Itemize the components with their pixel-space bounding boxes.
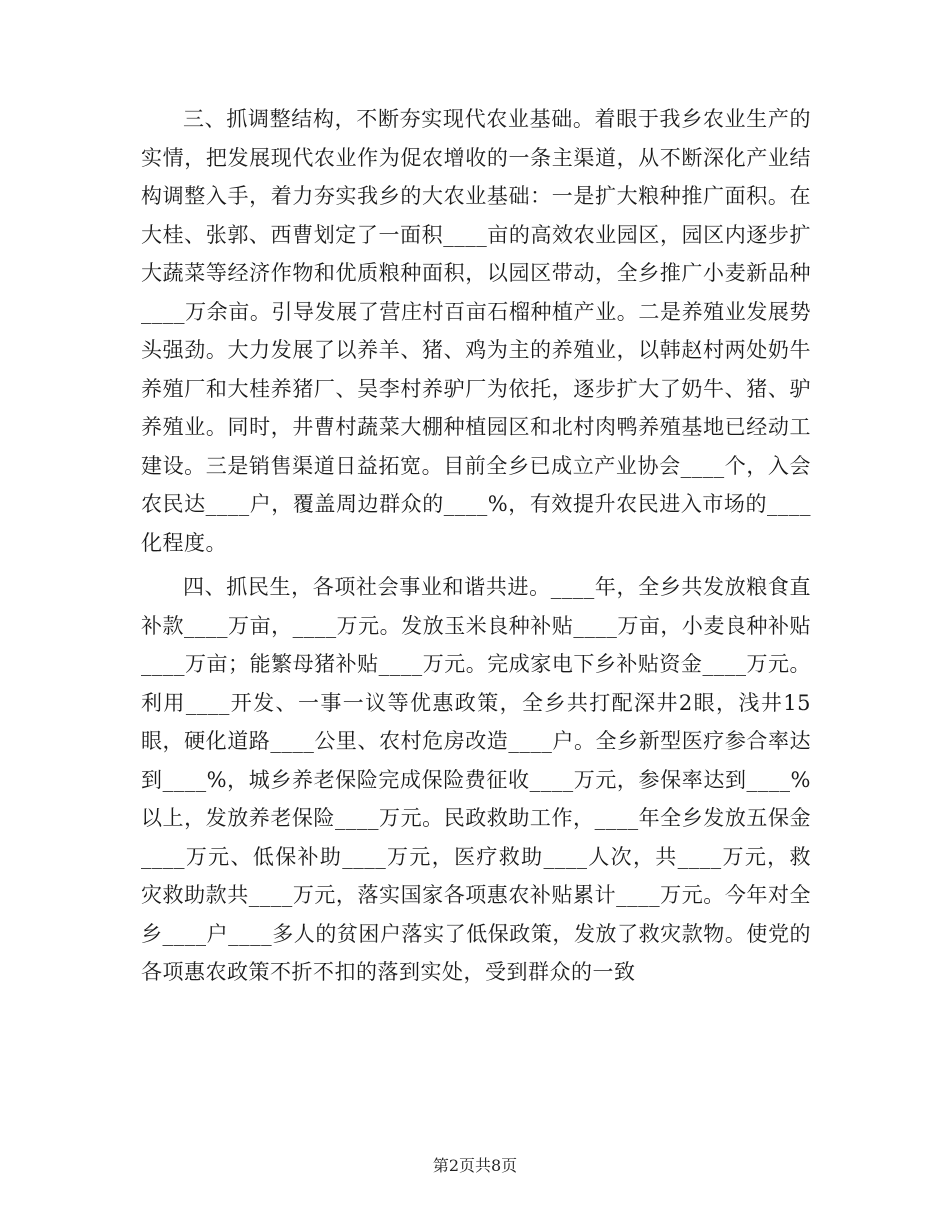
document-body [141, 100, 811, 992]
paragraph-livelihood: 四、抓民生，各项社会事业和谐共进。____年，全乡共发放粮食直补款____万亩，____万元。发放玉米良种补贴____万亩，小麦良种补贴____万亩；能繁母猪补贴____万元。完成家电下乡补贴资金____万元。利用____开发、一事一议等优惠政策，全乡共打配深井2眼，浅井15眼，硬化道路____公里、农村危房改造____户。全乡新型医疗参合率达到____%，城乡养老保险完成保险费征收____万元，参保率达到____%以上，发放养老保险____万元。民政救助工作，____年全乡发放五保金____万元、低保补助____万元，医疗救助____人次，共____万元，救灾救助款共____万元，落实国家各项惠农补贴累计____万元。今年对全乡____户____多人的贫困户落实了低保政策，发放了救灾款物。使党的各项惠农政策不折不扣的落到实处，受到群众的一致 [141, 575, 811, 984]
paragraph-agriculture-structure: 三、抓调整结构，不断夯实现代农业基础。着眼于我乡农业生产的实情，把发展现代农业作为促农增收的一条主渠道，从不断深化产业结构调整入手，着力夯实我乡的大农业基础：一是扩大粮种推广面积。在大桂、张郭、西曹划定了一面积____亩的高效农业园区，园区内逐步扩大蔬菜等经济作物和优质粮种面积，以园区带动，全乡推广小麦新品种____万余亩。引导发展了营庄村百亩石榴种植产业。二是养殖业发展势头强劲。大力发展了以养羊、猪、鸡为主的养殖业，以韩赵村两处奶牛养殖厂和大桂养猪厂、吴李村养驴厂为依托，逐步扩大了奶牛、猪、驴养殖业。同时，井曹村蔬菜大棚种植园区和北村肉鸭养殖基地已经动工建设。三是销售渠道日益拓宽。目前全乡已成立产业协会____个，入会农民达____户，覆盖周边群众的____%，有效提升农民进入市场的____化程度。 [141, 107, 811, 555]
page-number-footer: 第2页共8页 [432, 1156, 518, 1175]
